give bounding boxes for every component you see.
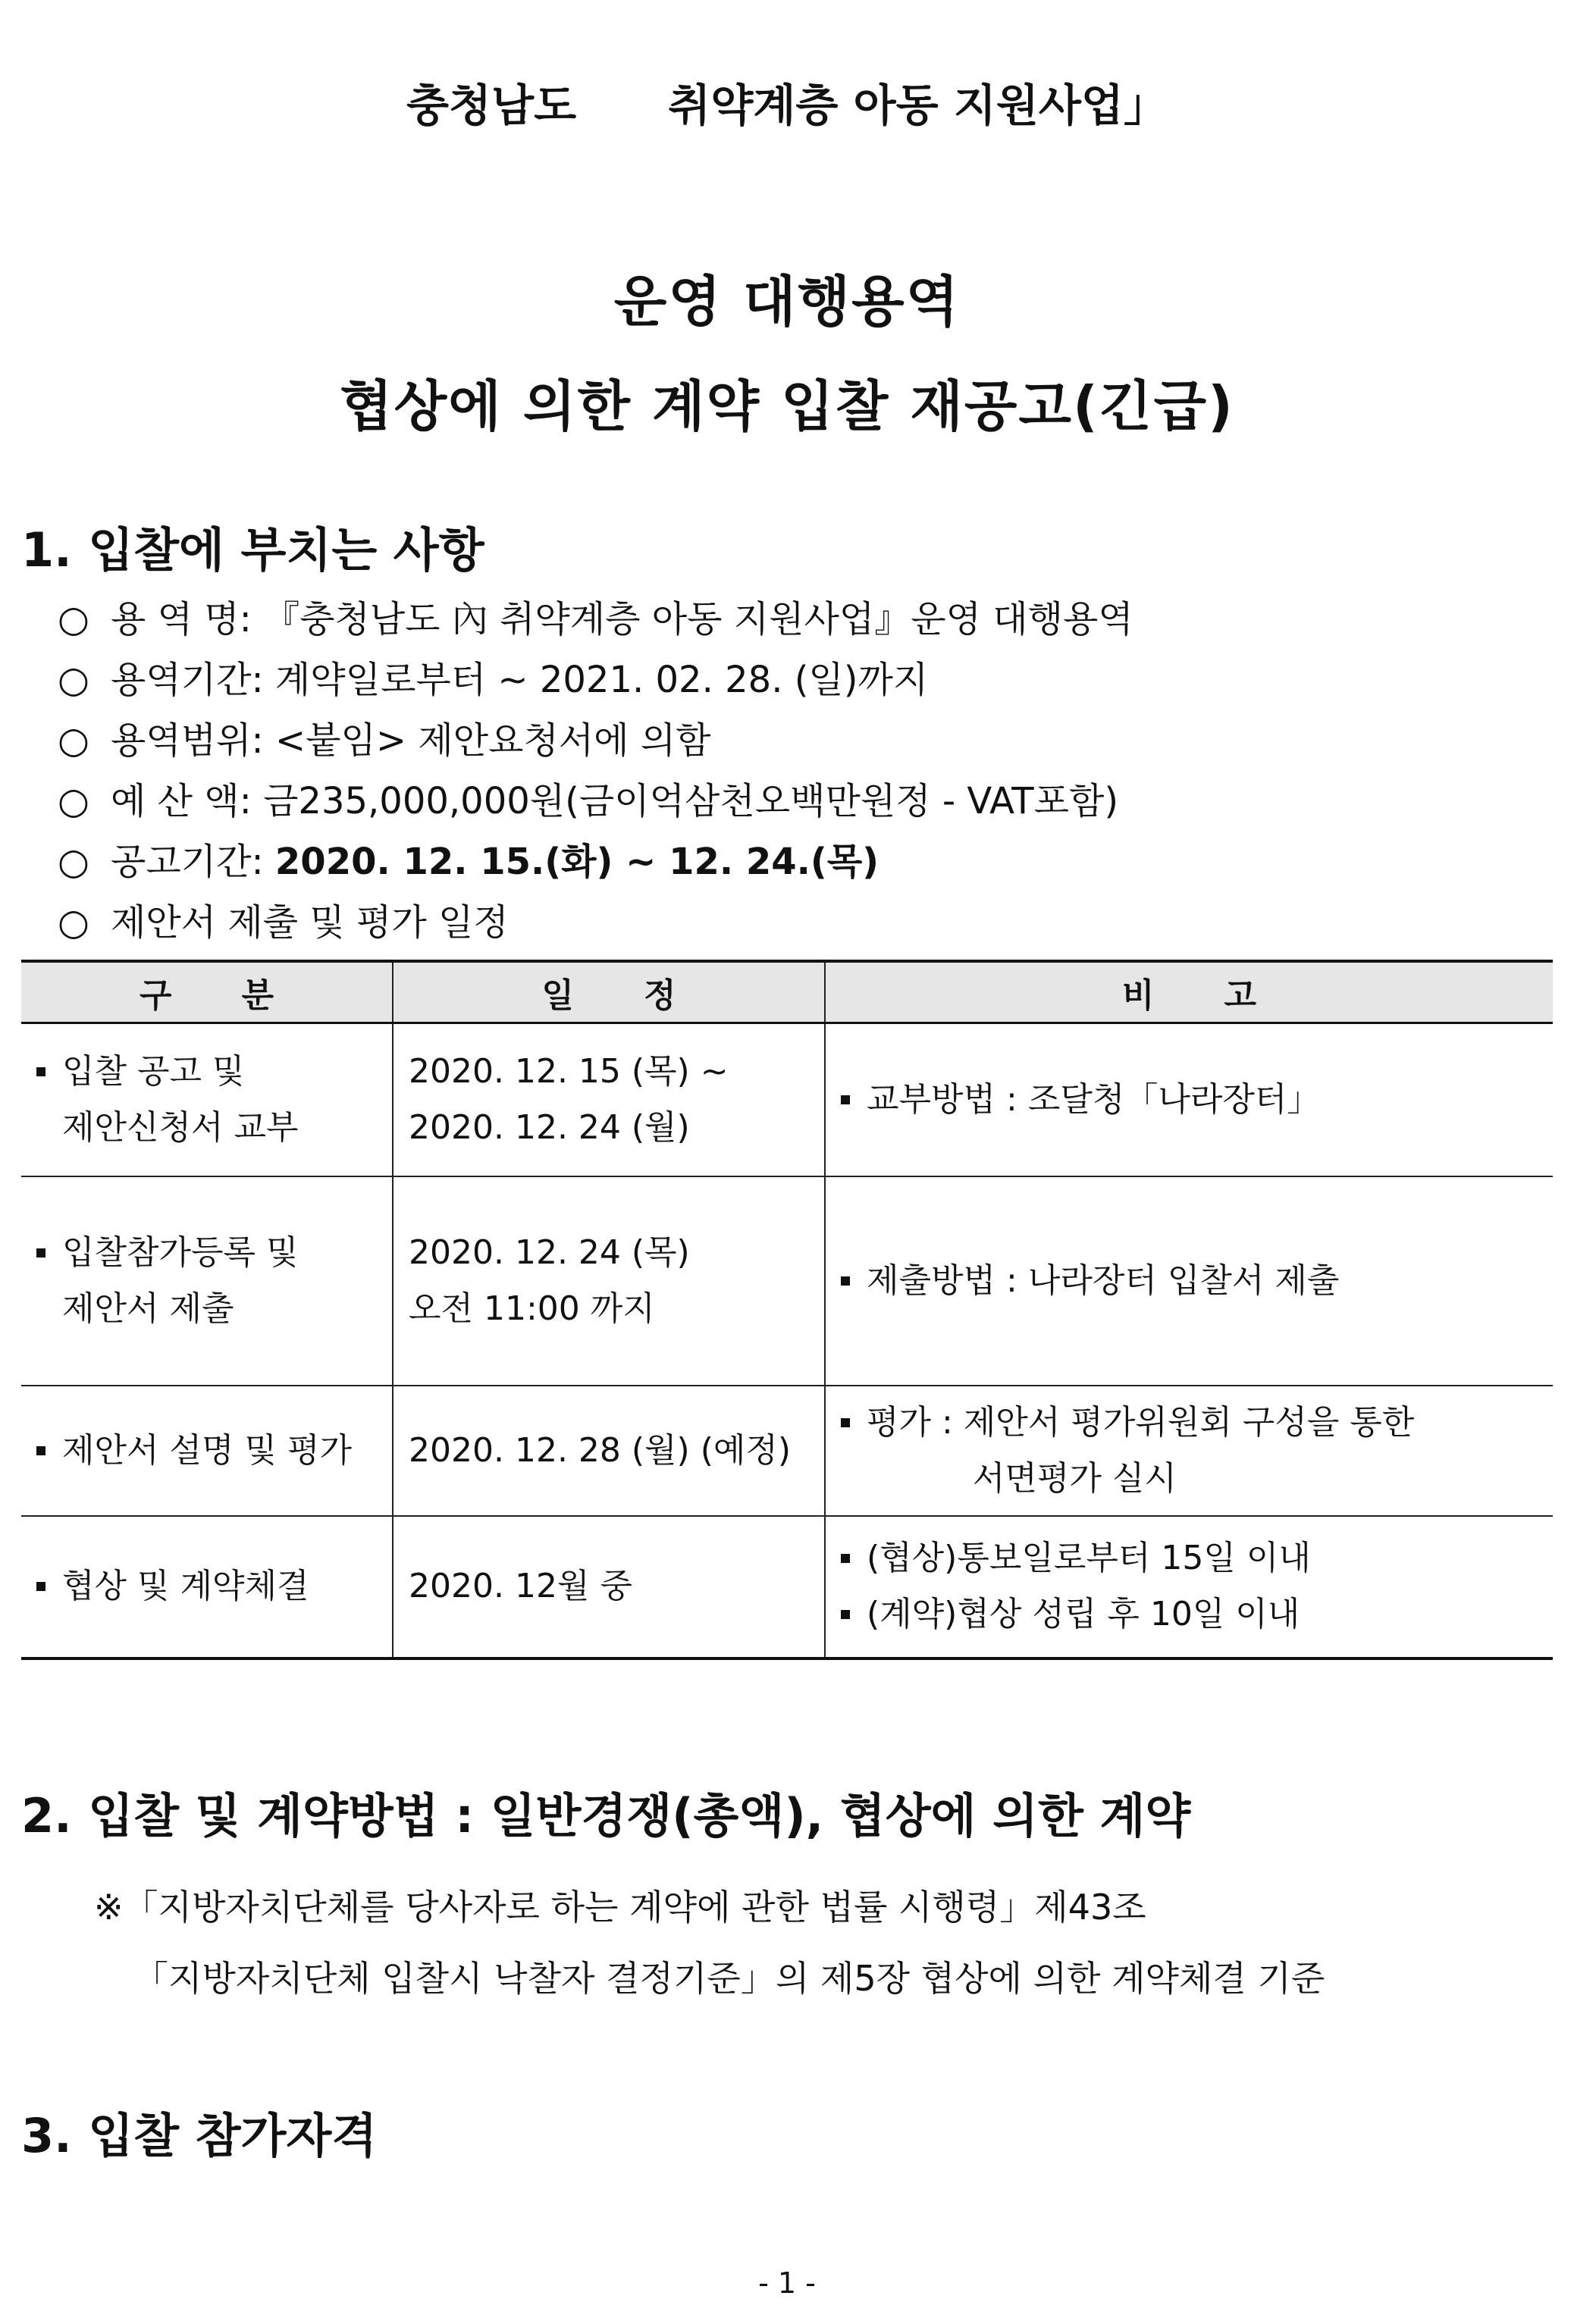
column-header-remarks: 비 고 — [825, 961, 1553, 1023]
category-cell — [21, 1176, 393, 1386]
schedule-cell — [393, 1386, 825, 1516]
cell-line: 평가 : 제안서 평가위원회 구성을 통한 — [867, 1402, 1415, 1442]
cell-line: 오전 11:00 까지 — [409, 1289, 655, 1328]
legal-reference-note-1: ※「지방자치단체를 당사자로 하는 계약에 관한 법률 시행령」제43조 — [94, 1887, 1146, 1928]
square-bullet-icon — [841, 1095, 850, 1104]
item-text: <붙임> 제안요청서에 의함 — [274, 719, 711, 762]
column-header-category: 구 분 — [21, 961, 393, 1023]
section-1-heading: 1. 입찰에 부치는 사항 — [21, 522, 484, 578]
table-row — [21, 1176, 1553, 1386]
remarks-cell — [825, 1386, 1553, 1516]
cell-line: 제안서 제출 — [62, 1289, 234, 1328]
schedule-cell — [393, 1516, 825, 1658]
budget-item — [58, 772, 1118, 824]
cell-line: 제출방법 : 나라장터 입찰서 제출 — [867, 1261, 1340, 1300]
section-2-heading: 2. 입찰 및 계약방법 : 일반경쟁(총액), 협상에 의한 계약 — [21, 1788, 1191, 1843]
square-bullet-icon — [36, 1248, 45, 1258]
item-text: 계약일로부터 ~ 2021. 02. 28. (일)까지 — [274, 659, 929, 701]
schedule-cell — [393, 1023, 825, 1176]
circle-bullet: ○ — [58, 841, 89, 883]
table-header-row — [21, 961, 1553, 1023]
cell-line: 2020. 12월 중 — [409, 1567, 632, 1605]
table-row — [21, 1516, 1553, 1658]
circle-bullet: ○ — [58, 719, 89, 762]
schedule-table — [21, 960, 1553, 1660]
item-label: 제안서 제출 및 평가 일정 — [111, 901, 509, 944]
table-row — [21, 1386, 1553, 1516]
schedule-intro-item — [58, 893, 509, 945]
page-number: - 1 - — [758, 2266, 816, 2300]
section-3-heading: 3. 입찰 참가자격 — [21, 2108, 378, 2163]
cell-line: 입찰참가등록 및 — [62, 1232, 299, 1272]
square-bullet-icon — [841, 1554, 850, 1563]
cell-line: 서면평가 실시 — [867, 1458, 1177, 1498]
cell-line: 2020. 12. 24 (목) — [409, 1232, 690, 1272]
remarks-cell — [825, 1516, 1553, 1658]
cell-line: 입찰 공고 및 — [62, 1051, 245, 1091]
title-line-2: 협상에 의한 계약 입찰 재공고(긴급) — [340, 374, 1234, 438]
item-text: 『충청남도 內 취약계층 아동 지원사업』운영 대행용역 — [263, 598, 1133, 641]
remarks-cell — [825, 1176, 1553, 1386]
schedule-cell — [393, 1176, 825, 1386]
legal-reference-note-2: 「지방자치단체 입찰시 낙찰자 결정기준」의 제5장 협상에 의한 계약체결 기준 — [133, 1958, 1325, 1999]
remarks-cell — [825, 1023, 1553, 1176]
category-cell — [21, 1023, 393, 1176]
column-header-schedule: 일 정 — [393, 961, 825, 1023]
document-header: 충청남도 취약계층 아동 지원사업」 — [406, 80, 1168, 131]
square-bullet-icon — [841, 1276, 850, 1286]
circle-bullet: ○ — [58, 780, 89, 822]
cell-line: 제안서 설명 및 평가 — [62, 1430, 352, 1470]
cell-line: 2020. 12. 15 (목) ~ — [409, 1051, 729, 1091]
table-row — [21, 1023, 1553, 1176]
cell-line: 협상 및 계약체결 — [62, 1567, 309, 1605]
square-bullet-icon — [36, 1446, 45, 1455]
item-label: 공고기간: — [111, 841, 275, 883]
announcement-period-item — [58, 832, 879, 885]
category-cell — [21, 1386, 393, 1516]
service-scope-item — [58, 711, 711, 763]
item-label: 용역기간: — [111, 659, 275, 701]
cell-line: 교부방법 : 조달청「나라장터」 — [867, 1079, 1321, 1119]
item-text: 금235,000,000원(금이억삼천오백만원정 - VAT포함) — [263, 780, 1119, 822]
service-name-item — [58, 590, 1133, 642]
circle-bullet: ○ — [58, 901, 89, 944]
item-label: 용 역 명: — [111, 598, 264, 641]
circle-bullet: ○ — [58, 598, 89, 641]
square-bullet-icon — [36, 1582, 45, 1591]
cell-line: (계약)협상 성립 후 10일 이내 — [867, 1595, 1300, 1633]
cell-line: 제안신청서 교부 — [62, 1107, 299, 1147]
service-period-item — [58, 650, 928, 703]
item-label: 예 산 액: — [111, 780, 264, 822]
cell-line: 2020. 12. 24 (월) — [409, 1107, 690, 1147]
item-label: 용역범위: — [111, 719, 275, 762]
square-bullet-icon — [841, 1418, 850, 1427]
cell-line: 2020. 12. 28 (월) (예정) — [409, 1430, 792, 1470]
category-cell — [21, 1516, 393, 1658]
square-bullet-icon — [841, 1610, 850, 1619]
cell-line: (협상)통보일로부터 15일 이내 — [867, 1539, 1311, 1577]
square-bullet-icon — [36, 1067, 45, 1076]
circle-bullet: ○ — [58, 659, 89, 701]
title-line-1: 운영 대행용역 — [613, 270, 961, 334]
item-bold-text: 2020. 12. 15.(화) ~ 12. 24.(목) — [274, 841, 879, 883]
